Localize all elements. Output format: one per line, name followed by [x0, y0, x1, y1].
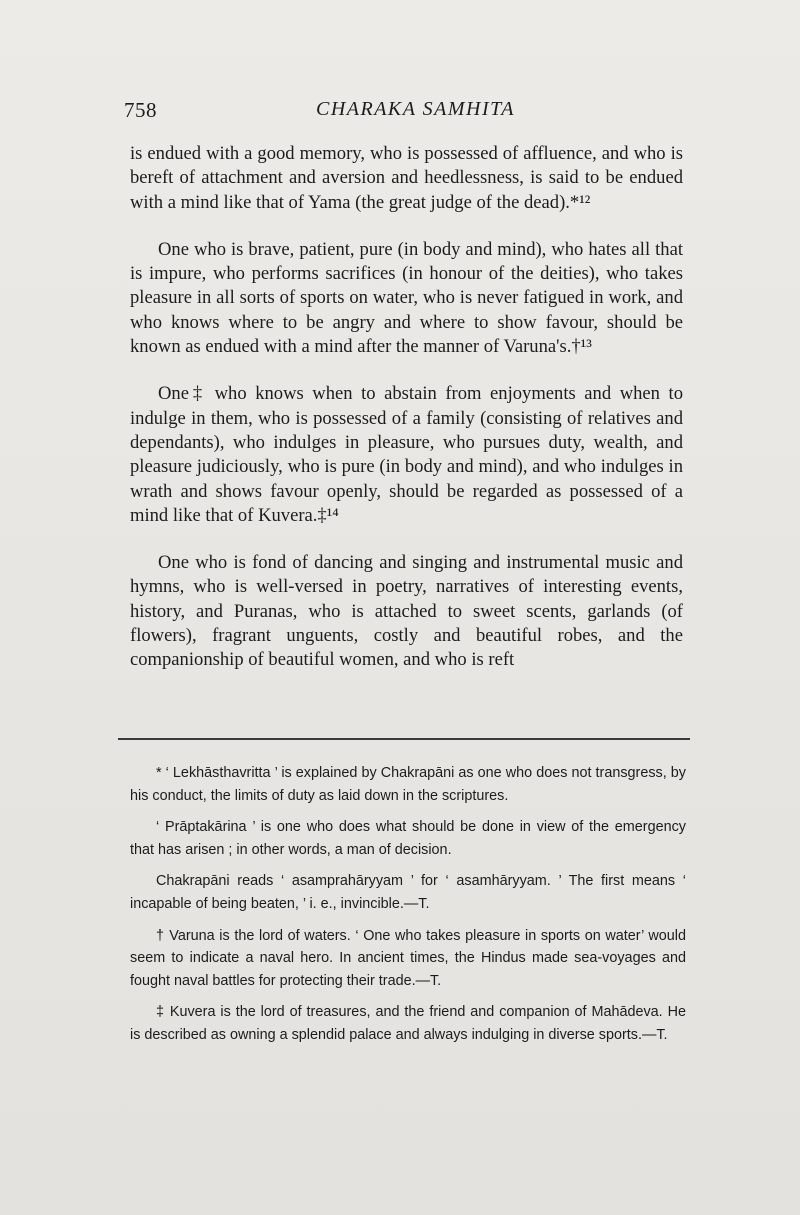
paragraph: One‡ who knows when to abstain from enjoyments and when to indulge in them, who is possessed of a family (consisting of relatives and dependants), who indulges in pleasure, who pursues duty, wealth, and pleasure judiciously, who is pure (in body and mind), and who indulges in wrath and shows favour openly, should be regarded as possessed of a mind like that of Kuvera.‡¹⁴ [130, 383, 683, 526]
footnote-divider [118, 738, 690, 740]
paragraph: One who is fond of dancing and singing and instrumental music and hymns, who is well-versed in poetry, narratives of interesting events, history, and Puranas, who is attached to sweet scents, garlands (of flowers), fragrant unguents, costly and beautiful robes, and the companionship of beautiful women, and who is reft [130, 552, 683, 671]
footnote: * ‘ Lekhāsthavritta ’ is explained by Chakrapāni as one who does not transgress, by his conduct, the limits of duty as laid down in the scriptures. [130, 765, 686, 804]
running-title: CHARAKA SAMHITA [316, 98, 515, 120]
footnote: ‡ Kuvera is the lord of treasures, and the friend and companion of Mahādeva. He is described as owning a splendid palace and always indulging in diverse sports.—T. [130, 1004, 686, 1043]
page-number: 758 [124, 98, 157, 122]
footnotes [130, 762, 686, 1047]
page-header [124, 98, 684, 128]
paragraph: is endued with a good memory, who is possessed of affluence, and who is bereft of attachment and aversion and heedlessness, is said to be endued with a mind like that of Yama (the great judge of the dead).*¹² [130, 143, 683, 213]
footnote: Chakrapāni reads ‘ asamprahāryyam ’ for ‘ asamhāryyam. ’ The first means ‘ incapable of being beaten, ’ i. e., invincible.—T. [130, 873, 686, 912]
footnote: † Varuna is the lord of waters. ‘ One who takes pleasure in sports on water’ would seem to indicate a naval hero. In ancient times, the Hindus made sea-voyages and fought naval battles for protecting their trade.—T. [130, 927, 686, 989]
footnote: ‘ Prāptakārina ’ is one who does what should be done in view of the emergency that has arisen ; in other words, a man of decision. [130, 819, 686, 858]
paragraph: One who is brave, patient, pure (in body and mind), who hates all that is impure, who performs sacrifices (in honour of the deities), who takes pleasure in all sorts of sports on water, who is never fatigued in work, and who knows where to be angry and where to show favour, should be known as endued with a mind after the manner of Varuna's.†¹³ [130, 238, 683, 358]
main-text [130, 142, 683, 673]
